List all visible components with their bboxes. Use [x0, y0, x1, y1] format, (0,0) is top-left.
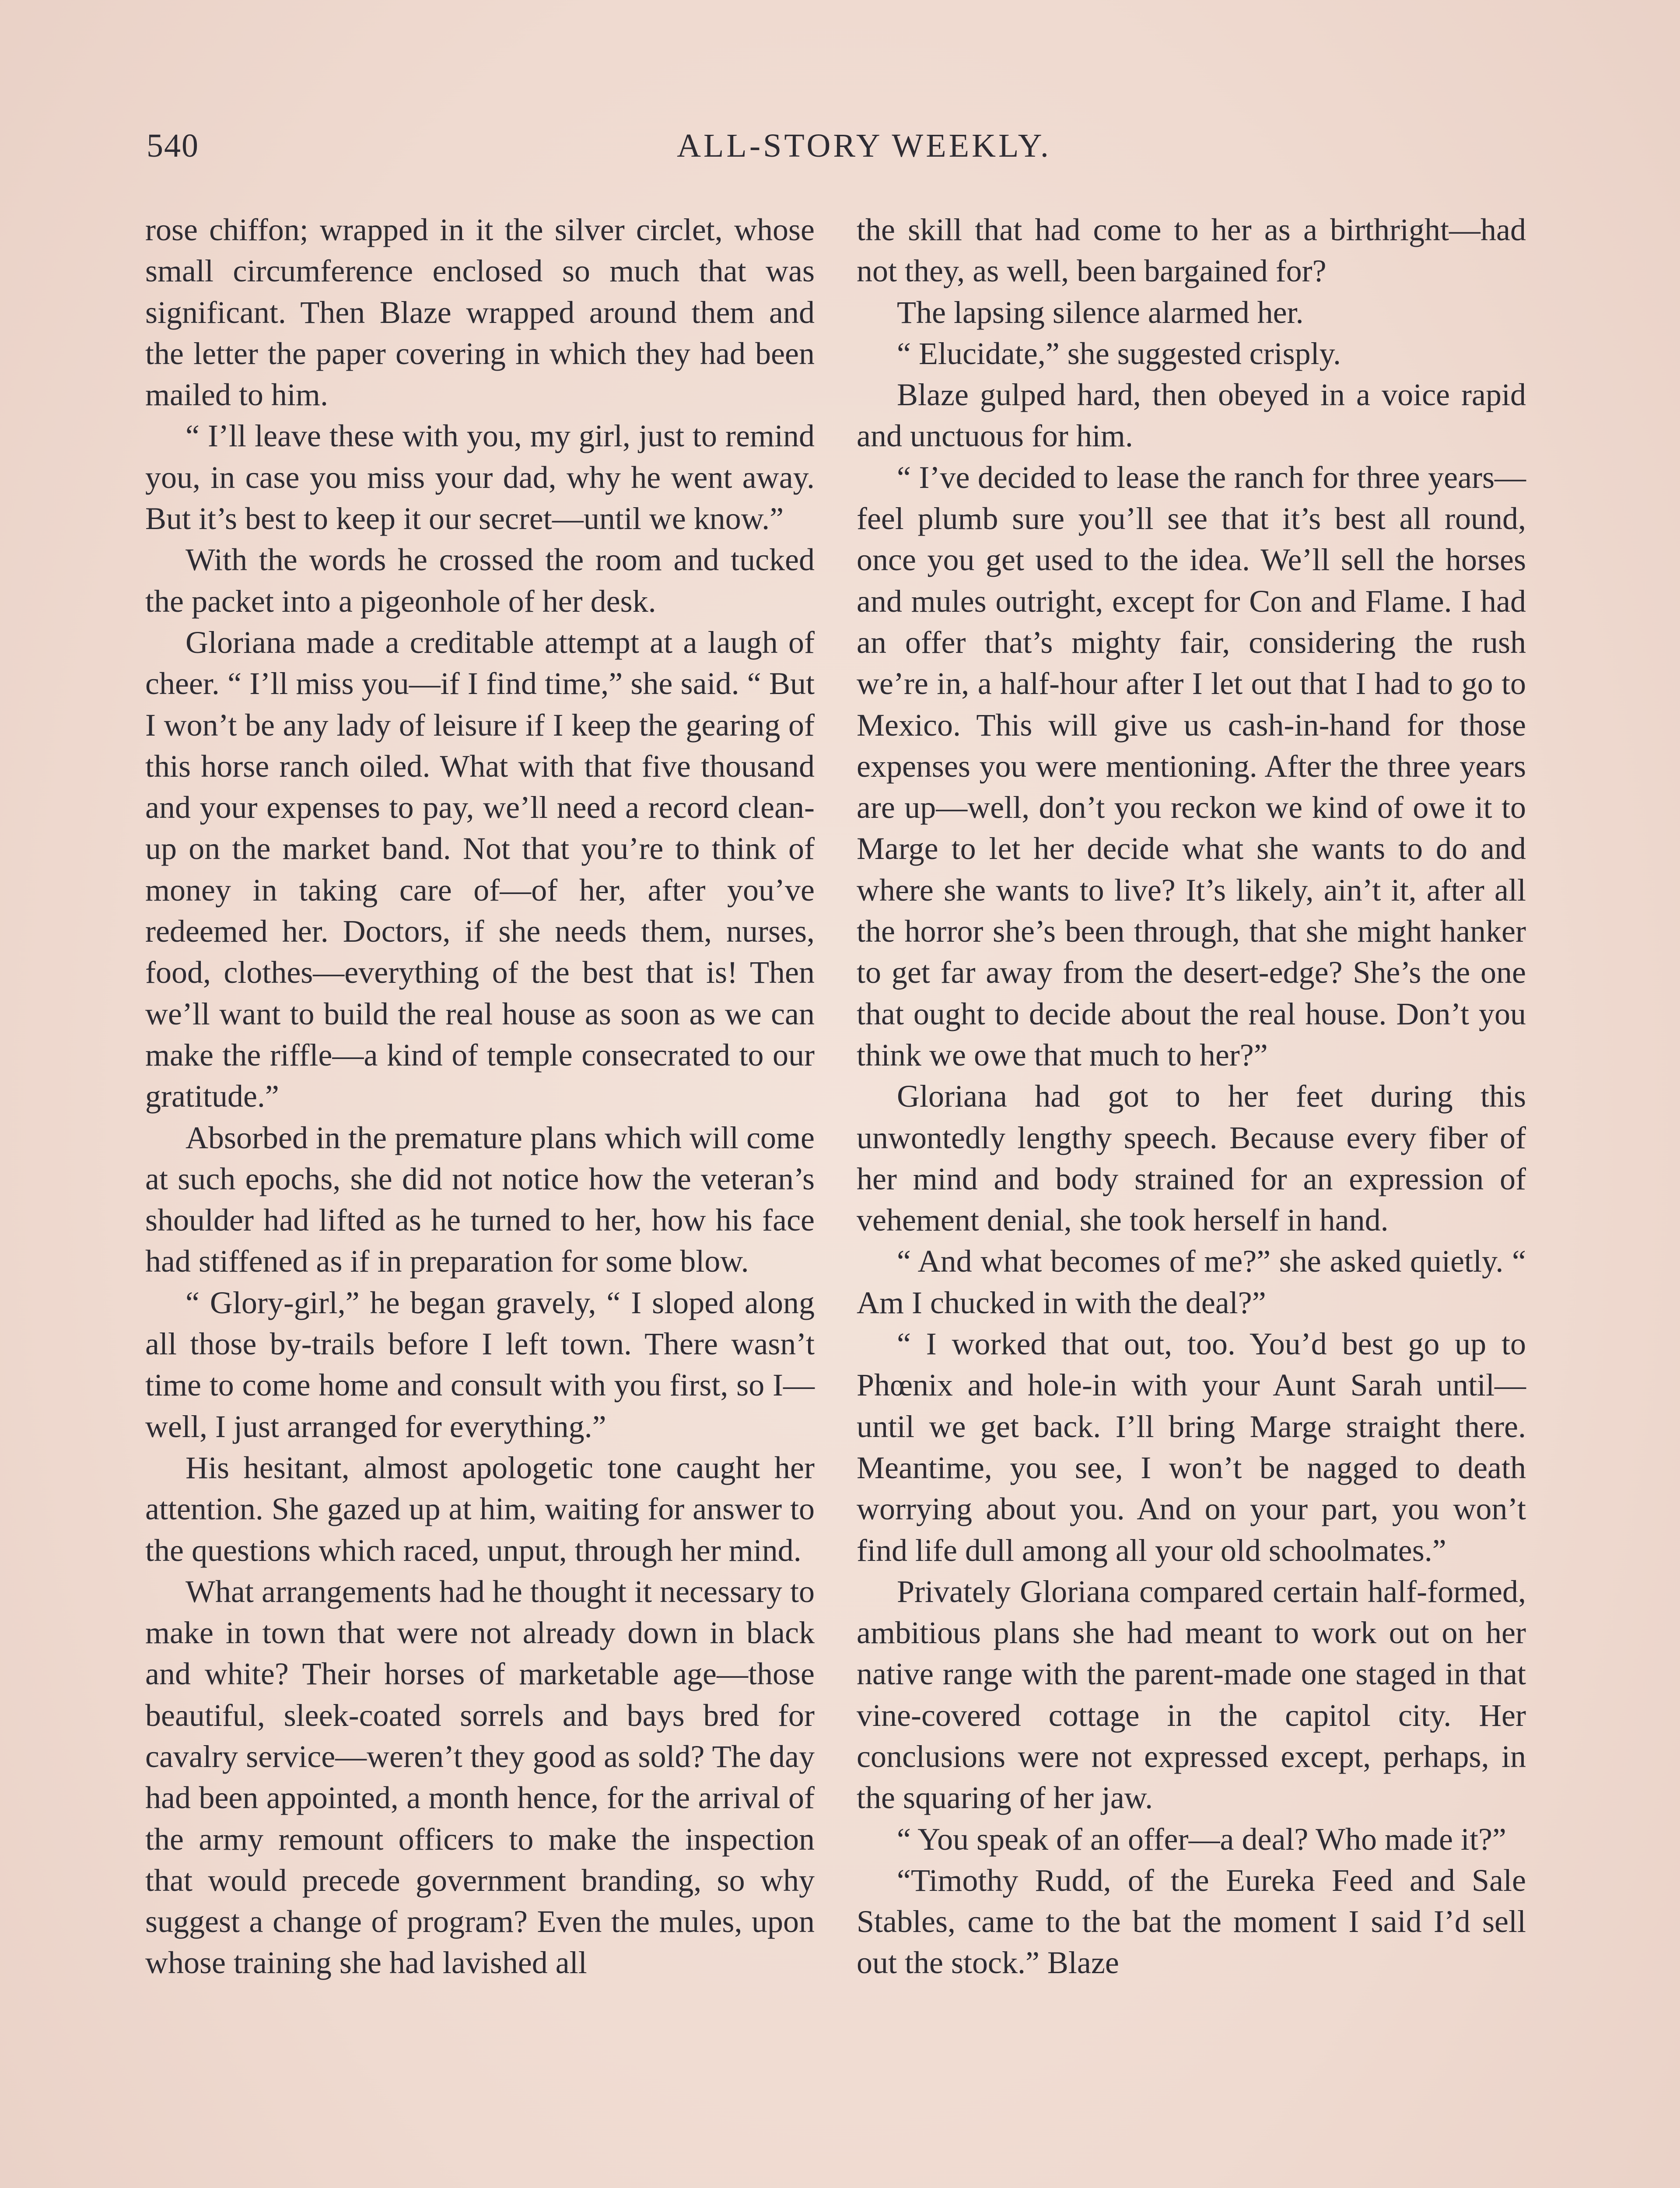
paragraph: rose chiffon; wrapped in it the silver circlet, whose small circumference enclosed so much that was significant. Then Blaze wrapped around them and the letter the paper covering in which they had been mailed to him. [145, 212, 815, 413]
paragraph: What arrangements had he thought it necessary to make in town that were not already down in black and white? Their horses of marketable age—those beautiful, sleek-coated sorrels and bays bred for cavalry service—weren’t they good as sold? The day had been appointed, a month hence, for the arrival of the army remount officers to make the inspection that would precede government branding, so why suggest a change of program? Even the mules, upon whose training she had lavished all [145, 1574, 815, 1981]
paragraph: With the words he crossed the room and tucked the packet into a pigeonhole of her desk. [145, 542, 815, 619]
page-number: 540 [147, 127, 199, 164]
paragraph: “ And what becomes of me?” she asked quietly. “ Am I chucked in with the deal?” [857, 1244, 1526, 1320]
paragraph: “ I’ve decided to lease the ranch for three years—feel plumb sure you’ll see that it’s best all round, once you get used to the idea. We’ll sell the horses and mules outright, except for Con and Flame. I had an offer that’s mighty fair, considering the rush we’re in, a half-hour after I let out that I had to go to Mexico. This will give us cash-in-hand for those expenses you were mentioning. After the three years are up—well, don’t you reckon we kind of owe it to Marge to let her decide what she wants to do and where she wants to live? It’s likely, ain’t it, after all the horror she’s been through, that she might hanker to get far away from the desert-edge? She’s the one that ought to decide about the real house. Don’t you think we owe that much to her?” [857, 459, 1526, 1073]
paragraph: “ Glory-girl,” he began gravely, “ I sloped along all those by-trails before I left town. There wasn’t time to come home and consult with you first, so I—well, I just arranged for everything.” [145, 1285, 815, 1444]
paragraph: The lapsing silence alarmed her. [897, 295, 1304, 330]
paragraph: “ I’ll leave these with you, my girl, just to remind you, in case you miss your dad, why he went away. But it’s best to keep it our secret—until we know.” [145, 418, 815, 536]
page-header [147, 127, 1529, 179]
paragraph: Absorbed in the premature plans which will come at such epochs, she did not notice how the veteran’s shoulder had lifted as he turned to her, how his face had stiffened as if in preparation for some blow. [145, 1120, 815, 1279]
paragraph: “ You speak of an offer—a deal? Who made it?” [897, 1821, 1506, 1857]
paragraph: the skill that had come to her as a birthright—had not they, as well, been bargained for? [857, 212, 1526, 289]
paragraph: “Timothy Rudd, of the Eureka Feed and Sale Stables, came to the bat the moment I said I’d sell out the stock.” Blaze [857, 1862, 1526, 1981]
left-column [145, 209, 815, 1984]
paragraph: Gloriana made a creditable attempt at a laugh of cheer. “ I’ll miss you—if I find time,” she said. “ But I won’t be any lady of leisure if I keep the gearing of this horse ranch oiled. What with that five thousand and your expenses to pay, we’ll need a record clean-up on the market band. Not that you’re to think of money in taking care of—of her, after you’ve redeemed her. Doctors, if she needs them, nurses, food, clothes—everything of the best that is! Then we’ll want to build the real house as soon as we can make the riffle—a kind of temple consecrated to our gratitude.” [145, 624, 815, 1114]
paragraph: “ Elucidate,” she suggested crisply. [897, 336, 1341, 371]
paragraph: Privately Gloriana compared certain half-formed, ambitious plans she had meant to work out on her native range with the parent-made one staged in that vine-covered cottage in the capitol city. Her conclusions were not expressed except, perhaps, in the squaring of her jaw. [857, 1574, 1526, 1816]
running-head: ALL-STORY WEEKLY. [677, 127, 1051, 164]
paragraph: Blaze gulped hard, then obeyed in a voice rapid and unctuous for him. [857, 377, 1526, 454]
paragraph: His hesitant, almost apologetic tone caught her attention. She gazed up at him, waiting for answer to the questions which raced, unput, through her mind. [145, 1450, 815, 1568]
right-column [857, 209, 1526, 1984]
paragraph: “ I worked that out, too. You’d best go up to Phœnix and hole-in with your Aunt Sarah until—until we get back. I’ll bring Marge straight there. Meantime, you see, I won’t be nagged to death worrying about you. And on your part, you won’t find life dull among all your old schoolmates.” [857, 1326, 1526, 1568]
paragraph: Gloriana had got to her feet during this unwontedly lengthy speech. Because every fiber of her mind and body strained for an expression of vehement denial, she took herself in hand. [857, 1079, 1526, 1238]
